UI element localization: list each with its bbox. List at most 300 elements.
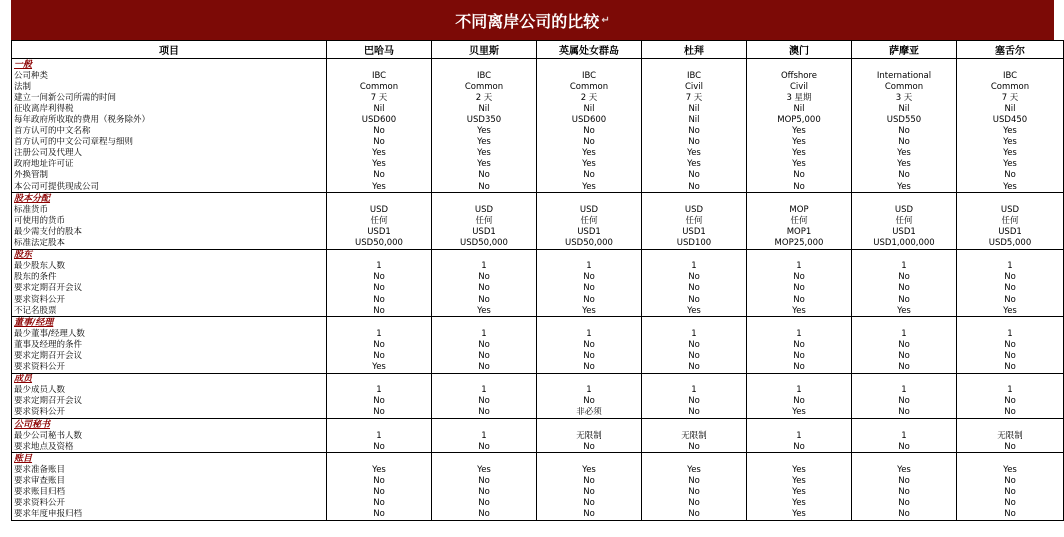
table-row: [12, 159, 1064, 170]
section-heading: 账目: [12, 453, 327, 465]
table-cell: No: [327, 396, 432, 407]
table-cell: No: [747, 170, 852, 181]
table-cell: USD1: [957, 226, 1064, 237]
section-row: [12, 419, 1064, 431]
table-cell: No: [327, 137, 432, 148]
table-row: [12, 92, 1064, 103]
table-cell: Yes: [852, 464, 957, 475]
section-row: [12, 193, 1064, 205]
table-row: [12, 103, 1064, 114]
table-row: [12, 487, 1064, 498]
table-cell: Yes: [747, 137, 852, 148]
row-label: 要求资料公开: [12, 294, 327, 305]
table-cell: No: [957, 407, 1064, 419]
table-cell: USD550: [852, 114, 957, 125]
table-cell: 1: [432, 328, 537, 339]
table-cell: [852, 453, 957, 465]
table-cell: Yes: [747, 159, 852, 170]
table-cell: [327, 373, 432, 385]
table-cell: Nil: [642, 103, 747, 114]
table-cell: No: [747, 339, 852, 350]
table-row: [12, 170, 1064, 181]
header-cell: 萨摩亚: [852, 41, 957, 59]
table-cell: [537, 453, 642, 465]
table-cell: [642, 59, 747, 71]
table-cell: 1: [747, 261, 852, 272]
table-cell: Yes: [327, 362, 432, 374]
section-row: [12, 317, 1064, 329]
table-cell: [432, 249, 537, 261]
table-cell: Yes: [432, 305, 537, 317]
row-label: 公司种类: [12, 70, 327, 81]
table-cell: No: [642, 339, 747, 350]
table-cell: 1: [327, 430, 432, 441]
table-cell: Yes: [747, 498, 852, 509]
table-cell: 1: [747, 430, 852, 441]
table-cell: 任何: [327, 215, 432, 226]
section-row: [12, 249, 1064, 261]
table-cell: No: [852, 441, 957, 453]
table-cell: Yes: [537, 159, 642, 170]
table-cell: No: [642, 509, 747, 521]
table-row: [12, 396, 1064, 407]
table-cell: [537, 249, 642, 261]
table-cell: No: [327, 407, 432, 419]
table-cell: 任何: [852, 215, 957, 226]
table-cell: [747, 59, 852, 71]
table-cell: Yes: [747, 126, 852, 137]
table-row: [12, 350, 1064, 361]
table-row: [12, 464, 1064, 475]
section-heading: 股本分配: [12, 193, 327, 205]
row-label: 要求定期召开会议: [12, 350, 327, 361]
table-cell: Yes: [642, 464, 747, 475]
table-cell: Common: [957, 81, 1064, 92]
table-cell: [957, 317, 1064, 329]
row-label: 要求定期召开会议: [12, 396, 327, 407]
table-cell: 1: [747, 328, 852, 339]
table-row: [12, 70, 1064, 81]
table-cell: No: [327, 509, 432, 521]
header-row: [12, 41, 1064, 59]
table-cell: 1: [957, 385, 1064, 396]
table-cell: [432, 419, 537, 431]
table-cell: International: [852, 70, 957, 81]
table-cell: No: [642, 283, 747, 294]
table-cell: 1: [957, 261, 1064, 272]
table-cell: Yes: [642, 159, 747, 170]
row-label: 要求资料公开: [12, 362, 327, 374]
table-cell: Yes: [432, 148, 537, 159]
header-cell: 巴哈马: [327, 41, 432, 59]
table-cell: No: [537, 137, 642, 148]
table-cell: 无限制: [537, 430, 642, 441]
page-title-bar: [11, 0, 1054, 40]
table-cell: 无限制: [957, 430, 1064, 441]
table-cell: [537, 373, 642, 385]
table-cell: IBC: [537, 70, 642, 81]
section-heading: 股东: [12, 249, 327, 261]
table-cell: No: [327, 350, 432, 361]
table-cell: Offshore: [747, 70, 852, 81]
table-cell: No: [747, 283, 852, 294]
table-cell: Yes: [747, 148, 852, 159]
table-cell: USD1: [642, 226, 747, 237]
table-cell: No: [432, 441, 537, 453]
table-row: [12, 272, 1064, 283]
row-label: 最少公司秘书人数: [12, 430, 327, 441]
table-cell: [327, 193, 432, 205]
row-label: 首方认可的中文名称: [12, 126, 327, 137]
table-cell: [432, 453, 537, 465]
table-cell: USD1,000,000: [852, 238, 957, 250]
table-row: [12, 148, 1064, 159]
table-cell: Yes: [957, 159, 1064, 170]
table-cell: No: [537, 350, 642, 361]
table-cell: No: [327, 305, 432, 317]
table-cell: [852, 419, 957, 431]
table-cell: 任何: [957, 215, 1064, 226]
table-cell: Yes: [852, 159, 957, 170]
table-cell: Nil: [747, 103, 852, 114]
table-cell: [852, 249, 957, 261]
table-cell: [537, 193, 642, 205]
row-label: 最少股东人数: [12, 261, 327, 272]
table-cell: No: [852, 475, 957, 486]
table-cell: USD100: [642, 238, 747, 250]
table-cell: No: [852, 294, 957, 305]
table-cell: [852, 59, 957, 71]
section-heading: 一般: [12, 59, 327, 71]
table-cell: No: [642, 407, 747, 419]
table-cell: [327, 249, 432, 261]
row-label: 要求资料公开: [12, 407, 327, 419]
table-cell: No: [642, 137, 747, 148]
table-cell: No: [537, 475, 642, 486]
table-cell: No: [537, 509, 642, 521]
table-cell: USD50,000: [327, 238, 432, 250]
table-row: [12, 328, 1064, 339]
table-cell: No: [432, 498, 537, 509]
table-cell: USD: [432, 204, 537, 215]
table-cell: No: [852, 339, 957, 350]
table-cell: No: [432, 350, 537, 361]
table-cell: No: [537, 170, 642, 181]
table-cell: 7 天: [957, 92, 1064, 103]
table-cell: No: [747, 362, 852, 374]
table-row: [12, 204, 1064, 215]
table-cell: No: [642, 362, 747, 374]
table-cell: USD: [852, 204, 957, 215]
header-cell: 杜拜: [642, 41, 747, 59]
section-row: [12, 373, 1064, 385]
table-cell: Yes: [957, 137, 1064, 148]
table-cell: Yes: [852, 305, 957, 317]
table-cell: USD1: [432, 226, 537, 237]
table-cell: USD1: [852, 226, 957, 237]
table-cell: 1: [537, 261, 642, 272]
table-cell: 7 天: [327, 92, 432, 103]
row-label: 标准法定股本: [12, 238, 327, 250]
table-cell: No: [537, 498, 642, 509]
table-cell: [957, 249, 1064, 261]
row-label: 注册公司及代理人: [12, 148, 327, 159]
table-row: [12, 407, 1064, 419]
table-cell: [327, 59, 432, 71]
table-cell: No: [642, 294, 747, 305]
table-cell: No: [747, 272, 852, 283]
table-cell: [957, 453, 1064, 465]
row-label: 董事及经理的条件: [12, 339, 327, 350]
table-cell: [747, 373, 852, 385]
table-cell: 1: [327, 261, 432, 272]
table-cell: Yes: [747, 464, 852, 475]
table-cell: No: [957, 339, 1064, 350]
table-cell: No: [852, 350, 957, 361]
table-cell: No: [852, 487, 957, 498]
table-cell: No: [327, 272, 432, 283]
table-cell: No: [957, 170, 1064, 181]
table-cell: IBC: [957, 70, 1064, 81]
table-cell: Yes: [327, 464, 432, 475]
table-cell: Yes: [747, 475, 852, 486]
table-cell: No: [327, 170, 432, 181]
table-cell: No: [327, 475, 432, 486]
header-cell: 项目: [12, 41, 327, 59]
row-label: 首方认可的中文公司章程与细则: [12, 137, 327, 148]
table-cell: No: [852, 137, 957, 148]
table-cell: No: [957, 498, 1064, 509]
table-cell: No: [432, 283, 537, 294]
table-cell: [327, 453, 432, 465]
table-body: [12, 59, 1064, 521]
table-row: [12, 137, 1064, 148]
table-cell: [432, 193, 537, 205]
table-cell: No: [642, 441, 747, 453]
table-cell: 1: [537, 385, 642, 396]
row-label: 要求定期召开会议: [12, 283, 327, 294]
table-cell: No: [957, 509, 1064, 521]
table-cell: No: [327, 339, 432, 350]
row-label: 每年政府所收取的费用（税务除外）: [12, 114, 327, 125]
table-cell: USD: [642, 204, 747, 215]
table-row: [12, 215, 1064, 226]
comparison-table: [11, 40, 1064, 521]
table-row: [12, 475, 1064, 486]
row-label: 外换管制: [12, 170, 327, 181]
table-cell: [747, 317, 852, 329]
row-label: 要求账目归档: [12, 487, 327, 498]
table-cell: [432, 59, 537, 71]
table-cell: No: [957, 350, 1064, 361]
table-cell: Yes: [537, 181, 642, 193]
table-cell: 3 天: [852, 92, 957, 103]
table-cell: Yes: [852, 181, 957, 193]
table-row: [12, 81, 1064, 92]
table-row: [12, 385, 1064, 396]
row-label: 政府地址许可证: [12, 159, 327, 170]
table-row: [12, 114, 1064, 125]
row-label: 标准货币: [12, 204, 327, 215]
table-cell: No: [432, 339, 537, 350]
table-cell: 任何: [642, 215, 747, 226]
table-cell: Yes: [537, 148, 642, 159]
table-row: [12, 430, 1064, 441]
table-cell: No: [537, 487, 642, 498]
table-cell: Yes: [957, 464, 1064, 475]
table-cell: Common: [852, 81, 957, 92]
table-cell: Yes: [747, 407, 852, 419]
table-cell: [957, 419, 1064, 431]
table-cell: 1: [537, 328, 642, 339]
table-cell: No: [537, 396, 642, 407]
table-cell: MOP1: [747, 226, 852, 237]
table-cell: 非必须: [537, 407, 642, 419]
table-cell: No: [642, 126, 747, 137]
table-cell: USD450: [957, 114, 1064, 125]
table-cell: No: [852, 396, 957, 407]
table-cell: No: [327, 498, 432, 509]
table-cell: [642, 373, 747, 385]
table-cell: No: [432, 272, 537, 283]
table-cell: [642, 249, 747, 261]
table-cell: MOP5,000: [747, 114, 852, 125]
row-label: 最少成员人数: [12, 385, 327, 396]
table-cell: Common: [327, 81, 432, 92]
table-cell: No: [642, 475, 747, 486]
table-row: [12, 238, 1064, 250]
table-cell: Common: [432, 81, 537, 92]
table-cell: No: [432, 487, 537, 498]
table-cell: IBC: [432, 70, 537, 81]
table-cell: No: [852, 362, 957, 374]
table-cell: MOP: [747, 204, 852, 215]
table-cell: No: [747, 396, 852, 407]
table-cell: 2 天: [432, 92, 537, 103]
table-cell: No: [957, 487, 1064, 498]
table-cell: Nil: [432, 103, 537, 114]
table-cell: USD50,000: [537, 238, 642, 250]
row-label: 要求资料公开: [12, 498, 327, 509]
table-cell: [642, 193, 747, 205]
row-label: 最少董事/经理人数: [12, 328, 327, 339]
table-cell: No: [852, 509, 957, 521]
table-row: [12, 261, 1064, 272]
table-cell: No: [957, 475, 1064, 486]
table-cell: No: [432, 294, 537, 305]
table-cell: [537, 419, 642, 431]
table-cell: Yes: [852, 148, 957, 159]
table-row: [12, 226, 1064, 237]
row-label: 不记名股票: [12, 305, 327, 317]
table-cell: Yes: [432, 159, 537, 170]
table-cell: [852, 193, 957, 205]
header-cell: 英属处女群岛: [537, 41, 642, 59]
section-heading: 董事/经理: [12, 317, 327, 329]
table-cell: [957, 59, 1064, 71]
row-label: 要求审查账目: [12, 475, 327, 486]
table-cell: [327, 317, 432, 329]
table-cell: [747, 193, 852, 205]
table-cell: USD50,000: [432, 238, 537, 250]
table-cell: Yes: [642, 148, 747, 159]
table-cell: 1: [642, 385, 747, 396]
table-cell: No: [642, 181, 747, 193]
table-cell: USD600: [327, 114, 432, 125]
table-cell: 1: [957, 328, 1064, 339]
table-row: [12, 294, 1064, 305]
table-cell: [852, 373, 957, 385]
table-cell: No: [642, 487, 747, 498]
table-cell: 1: [642, 328, 747, 339]
table-cell: Civil: [642, 81, 747, 92]
table-cell: USD600: [537, 114, 642, 125]
table-cell: No: [747, 441, 852, 453]
table-cell: No: [327, 441, 432, 453]
table-cell: Nil: [327, 103, 432, 114]
table-cell: No: [642, 498, 747, 509]
table-row: [12, 126, 1064, 137]
table-cell: [537, 317, 642, 329]
table-cell: 2 天: [537, 92, 642, 103]
table-cell: Yes: [957, 305, 1064, 317]
table-cell: [642, 317, 747, 329]
table-cell: No: [957, 294, 1064, 305]
row-label: 法制: [12, 81, 327, 92]
header-cell: 澳门: [747, 41, 852, 59]
table-cell: Nil: [957, 103, 1064, 114]
table-cell: 1: [642, 261, 747, 272]
table-cell: USD350: [432, 114, 537, 125]
table-cell: Yes: [957, 181, 1064, 193]
table-cell: Yes: [957, 126, 1064, 137]
table-cell: 7 天: [642, 92, 747, 103]
table-cell: No: [327, 294, 432, 305]
table-row: [12, 441, 1064, 453]
table-cell: No: [957, 362, 1064, 374]
table-cell: Common: [537, 81, 642, 92]
table-cell: No: [432, 181, 537, 193]
table-cell: No: [747, 181, 852, 193]
table-cell: USD: [957, 204, 1064, 215]
table-cell: No: [852, 498, 957, 509]
table-cell: No: [537, 126, 642, 137]
table-cell: 1: [432, 385, 537, 396]
table-cell: No: [747, 350, 852, 361]
table-cell: No: [537, 362, 642, 374]
table-cell: No: [432, 509, 537, 521]
row-label: 可使用的货币: [12, 215, 327, 226]
table-cell: [957, 193, 1064, 205]
table-cell: 1: [327, 328, 432, 339]
paragraph-mark: ↵: [601, 14, 610, 26]
table-cell: No: [432, 362, 537, 374]
table-cell: No: [537, 339, 642, 350]
table-cell: Nil: [852, 103, 957, 114]
table-cell: [642, 419, 747, 431]
table-cell: No: [852, 126, 957, 137]
table-cell: No: [957, 396, 1064, 407]
header-cell: 贝里斯: [432, 41, 537, 59]
table-cell: Yes: [327, 159, 432, 170]
table-cell: USD5,000: [957, 238, 1064, 250]
table-cell: 无限制: [642, 430, 747, 441]
table-cell: IBC: [327, 70, 432, 81]
row-label: 要求地点及资格: [12, 441, 327, 453]
table-cell: [432, 373, 537, 385]
table-cell: No: [327, 487, 432, 498]
table-cell: No: [327, 126, 432, 137]
